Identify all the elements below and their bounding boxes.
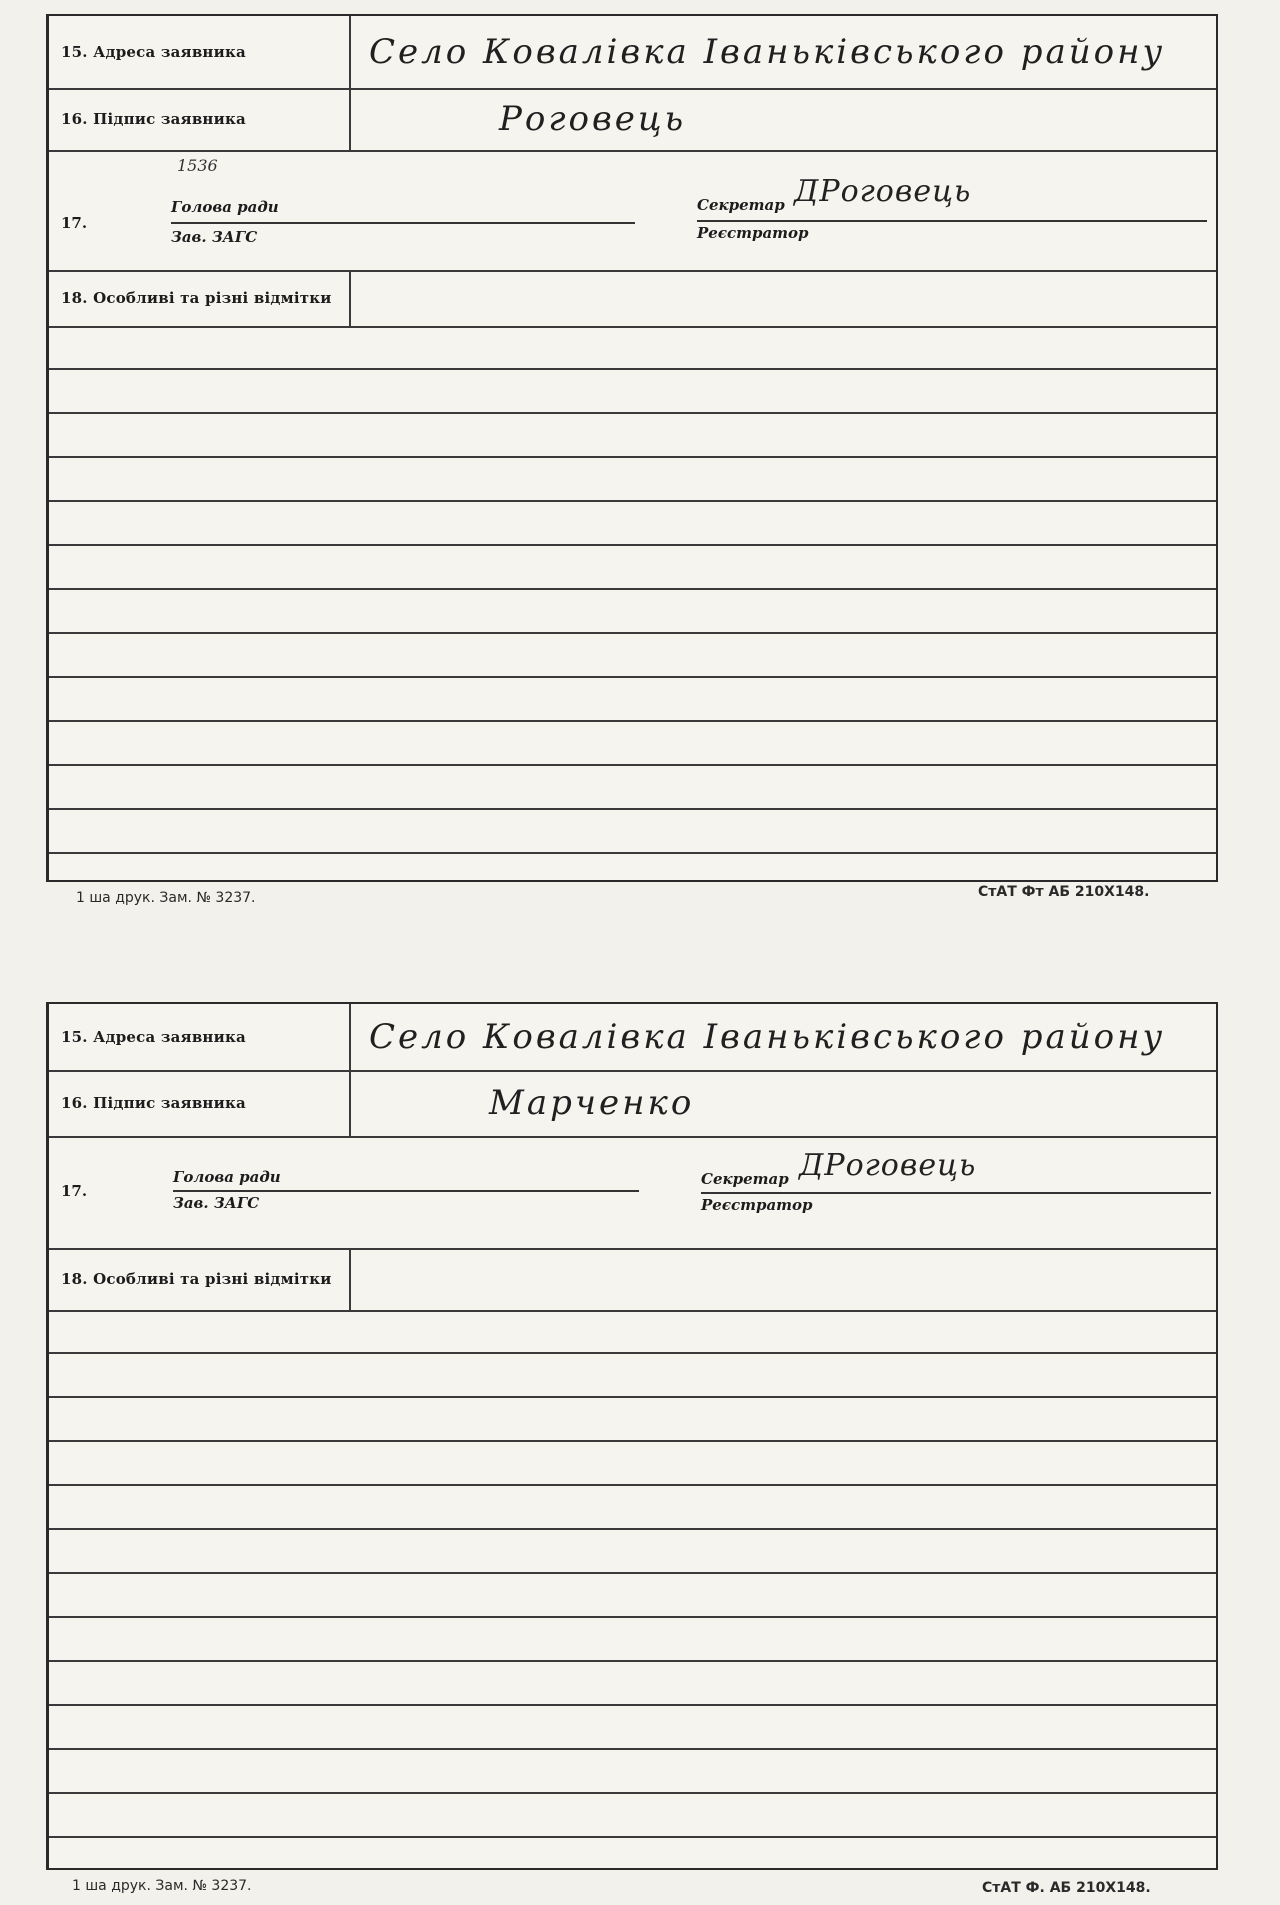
blank-line (49, 1836, 1216, 1838)
blank-line (49, 1352, 1216, 1354)
head-signature-line (173, 1190, 639, 1192)
field-15-value: Село Ковалівка Іваньківського району (369, 32, 1166, 72)
field-17-number: 17. (61, 1182, 88, 1200)
field-18-label: 18. Особливі та різні відмітки (49, 270, 351, 326)
field-18-row (49, 270, 1216, 328)
field-15-label: 15. Адреса заявника (49, 16, 351, 88)
zags-head-label: Зав. ЗАГС (171, 228, 258, 246)
field-18-label: 18. Особливі та різні відмітки (49, 1248, 351, 1310)
blank-line (49, 1704, 1216, 1706)
blank-line (49, 632, 1216, 634)
blank-line (49, 544, 1216, 546)
field-17-row (49, 150, 1216, 272)
blank-line (49, 368, 1216, 370)
blank-line (49, 412, 1216, 414)
field-16-label: 16. Підпис заявника (49, 1070, 351, 1136)
blank-line (49, 720, 1216, 722)
secretary-signature-line (701, 1192, 1211, 1194)
head-signature-line (171, 222, 635, 224)
field-15-row (49, 1004, 1216, 1072)
registrar-label: Реєстратор (697, 224, 809, 242)
blank-line (49, 500, 1216, 502)
field-15-row (49, 16, 1216, 90)
field-18-row (49, 1248, 1216, 1312)
form-code: СтАТ Фт АБ 210Х148. (978, 884, 1150, 900)
blank-line (49, 1396, 1216, 1398)
margin-note: 1536 (177, 156, 218, 175)
field-17-number: 17. (61, 214, 88, 232)
secretary-signature-line (697, 220, 1207, 222)
blank-line (49, 588, 1216, 590)
secretary-label: Секретар (697, 196, 785, 214)
field-16-row (49, 88, 1216, 152)
blank-line (49, 1484, 1216, 1486)
field-15-value: Село Ковалівка Іваньківського району (369, 1017, 1166, 1057)
head-of-council-label: Голова ради (173, 1168, 281, 1186)
zags-head-label: Зав. ЗАГС (173, 1194, 260, 1212)
registrar-label: Реєстратор (701, 1196, 813, 1214)
field-16-value: Роговець (499, 99, 687, 139)
field-17-row (49, 1136, 1216, 1250)
secretary-signature: ДРоговець (794, 174, 972, 209)
blank-line (49, 1616, 1216, 1618)
blank-line (49, 764, 1216, 766)
field-16-value: Марченко (489, 1083, 695, 1123)
record-form-top (46, 14, 1218, 882)
print-info: 1 ша друк. Зам. № 3237. (76, 890, 256, 906)
blank-line (49, 1572, 1216, 1574)
blank-line (49, 808, 1216, 810)
blank-line (49, 1748, 1216, 1750)
form-code: СтАТ Ф. АБ 210Х148. (982, 1880, 1151, 1896)
blank-line (49, 852, 1216, 854)
secretary-label: Секретар (701, 1170, 789, 1188)
blank-line (49, 676, 1216, 678)
field-15-label: 15. Адреса заявника (49, 1004, 351, 1070)
blank-line (49, 1528, 1216, 1530)
record-form-bottom (46, 1002, 1218, 1870)
print-info: 1 ша друк. Зам. № 3237. (72, 1878, 252, 1894)
blank-line (49, 456, 1216, 458)
blank-line (49, 1440, 1216, 1442)
blank-line (49, 1660, 1216, 1662)
field-16-label: 16. Підпис заявника (49, 88, 351, 150)
head-of-council-label: Голова ради (171, 198, 279, 216)
blank-line (49, 1792, 1216, 1794)
secretary-signature: ДРоговець (799, 1148, 977, 1183)
field-16-row (49, 1070, 1216, 1138)
